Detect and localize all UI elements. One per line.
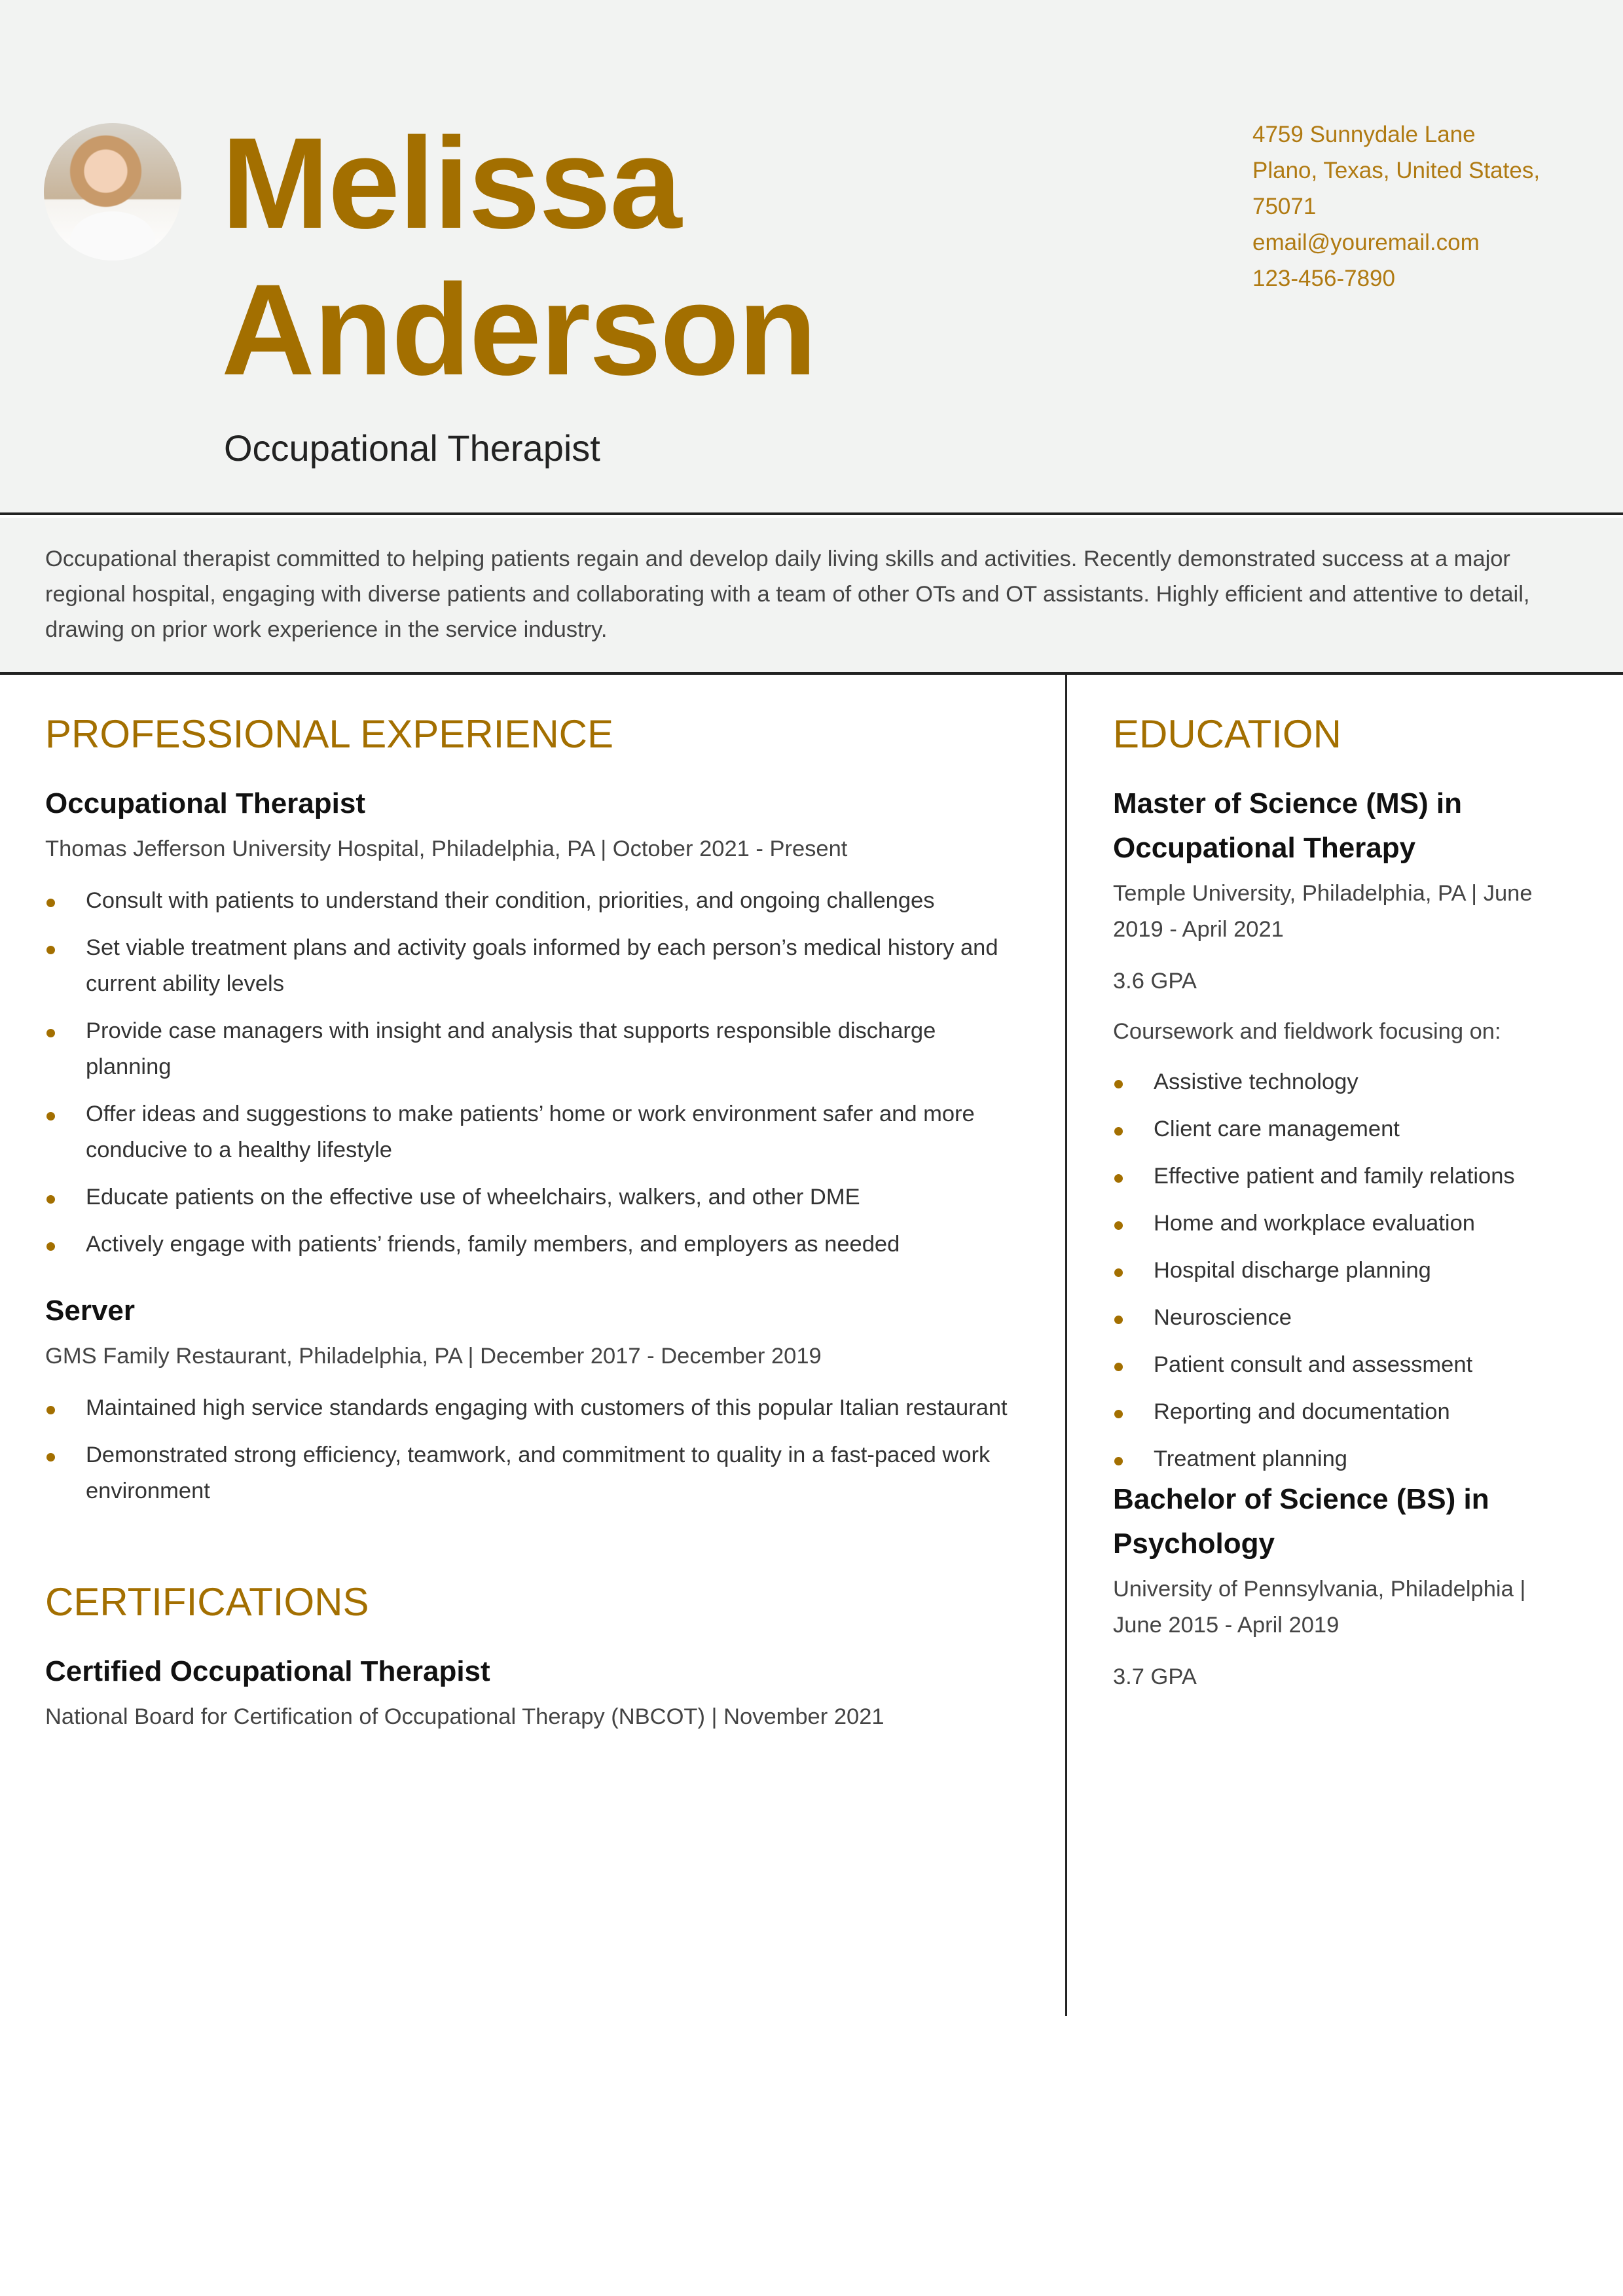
left-column [45,707,1027,1735]
list-item: Effective patient and family relations [1113,1158,1571,1194]
gpa: 3.7 GPA [1113,1664,1197,1689]
list-item: Offer ideas and suggestions to make patients’ home or work environment safer and more conducive to a healthy lifestyle [45,1096,1027,1168]
list-item: Actively engage with patients’ friends, family members, and employers as needed [45,1227,1027,1263]
job-title: Occupational Therapist [45,787,365,819]
last-name: Anderson [221,257,816,402]
list-item: Home and workplace evaluation [1113,1206,1571,1242]
address-line: Plano, Texas, United States, [1252,158,1541,183]
section-heading-certifications: CERTIFICATIONS [45,1580,369,1624]
right-column [1113,707,1571,1695]
job-meta: GMS Family Restaurant, Philadelphia, PA | December 2017 - December 2019 [45,1344,822,1369]
contact-info [1252,117,1540,296]
job-bullets [45,1390,1027,1509]
list-item: Client care management [1113,1111,1571,1147]
list-item: Provide case managers with insight and analysis that supports responsible discharge planning [45,1013,1027,1085]
list-item: Treatment planning [1113,1441,1571,1477]
list-item: Maintained high service standards engaging with customers of this popular Italian restaurant [45,1390,1027,1426]
list-item: Demonstrated strong efficiency, teamwork, and commitment to quality in a fast-paced work environment [45,1437,1027,1509]
candidate-name [221,110,816,403]
degree-title: Master of Science (MS) in Occupational Therapy [1113,787,1463,864]
email[interactable]: email@youremail.com [1252,230,1480,255]
job-entry [45,1289,1027,1509]
degree-meta: University of Pennsylvania, Philadelphia | June 2015 - April 2019 [1113,1577,1526,1638]
certification-title: Certified Occupational Therapist [45,1655,490,1687]
job-bullets [45,883,1027,1263]
address-line: 75071 [1252,194,1317,219]
job-meta: Thomas Jefferson University Hospital, Philadelphia, PA | October 2021 - Present [45,836,848,861]
list-item: Educate patients on the effective use of wheelchairs, walkers, and other DME [45,1179,1027,1215]
certification-meta: National Board for Certification of Occupational Therapy (NBCOT) | November 2021 [45,1704,884,1729]
first-name: Melissa [221,111,681,255]
list-item: Patient consult and assessment [1113,1347,1571,1383]
section-heading-education: EDUCATION [1113,712,1341,756]
degree-title: Bachelor of Science (BS) in Psychology [1113,1483,1489,1560]
gpa: 3.6 GPA [1113,969,1197,994]
summary: Occupational therapist committed to helping patients regain and develop daily living skills and activities. Recently demonstrated success at a major regional hospital, engaging with diverse patients and collaborating with a team of other OTs and OT assistants. Highly efficient and attentive to detail, drawing on prior work experience in the service industry. [0,518,1623,675]
coursework-list [1113,1064,1571,1477]
list-item: Neuroscience [1113,1300,1571,1336]
list-item: Assistive technology [1113,1064,1571,1100]
list-item: Consult with patients to understand their condition, priorities, and ongoing challenges [45,883,1027,919]
profile-photo [44,123,181,260]
job-title: Server [45,1295,136,1327]
address-line: 4759 Sunnydale Lane [1252,122,1476,147]
list-item: Reporting and documentation [1113,1394,1571,1430]
phone[interactable]: 123-456-7890 [1252,266,1395,291]
degree-meta: Temple University, Philadelphia, PA | June 2019 - April 2021 [1113,881,1533,942]
section-heading-experience: PROFESSIONAL EXPERIENCE [45,712,614,756]
column-divider [1065,675,1067,2016]
job-title: Occupational Therapist [224,427,600,469]
list-item: Set viable treatment plans and activity goals informed by each person’s medical history and current ability levels [45,930,1027,1002]
coursework-intro: Coursework and fieldwork focusing on: [1113,1019,1501,1044]
list-item: Hospital discharge planning [1113,1253,1571,1289]
job-entry [45,781,1027,1263]
resume-header [0,0,1623,515]
